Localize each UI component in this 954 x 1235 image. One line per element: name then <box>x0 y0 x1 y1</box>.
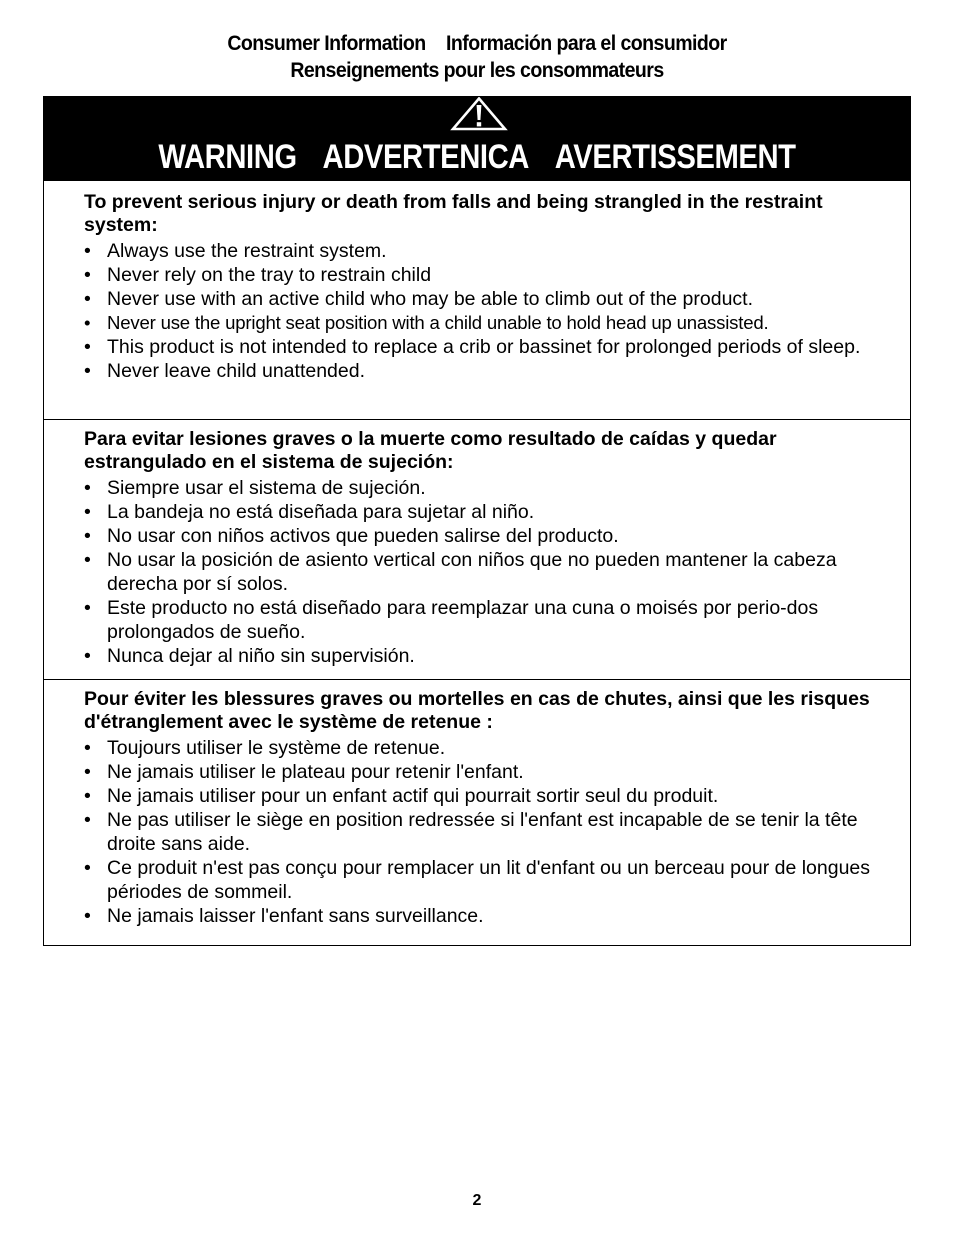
list-item-text: Nunca dejar al niño sin supervisión. <box>107 645 415 667</box>
bullet-icon: • <box>84 761 91 783</box>
list-item-text: Toujours utiliser le système de retenue. <box>107 737 446 759</box>
header-title-english: Consumer Information <box>227 32 426 55</box>
list-item-text: No usar con niños activos que pueden salirse del producto. <box>107 525 619 547</box>
list-item <box>84 904 880 928</box>
list-item <box>84 311 880 335</box>
list-item-text: Always use the restraint system. <box>107 240 387 262</box>
bullet-icon: • <box>84 240 91 262</box>
warning-banner <box>44 97 910 181</box>
list-item-text: La bandeja no está diseñada para sujetar al niño. <box>107 501 535 523</box>
list-item-text: Ne jamais laisser l'enfant sans surveillance. <box>107 905 484 927</box>
warning-triangle-icon <box>450 97 508 131</box>
list-item-text: Ce produit n'est pas conçu pour remplacer un lit d'enfant ou un berceau pour de longues périodes de sommeil. <box>107 857 871 903</box>
warning-word-french: AVERTISSEMENT <box>554 138 796 176</box>
section-heading: To prevent serious injury or death from falls and being strangled in the restraint system: <box>84 191 823 236</box>
warning-section-english <box>44 191 910 383</box>
page-header <box>33 30 920 84</box>
list-item <box>84 856 880 904</box>
warning-word-spanish: ADVERTENICA <box>322 138 529 176</box>
bullet-icon: • <box>84 336 91 358</box>
bullet-list <box>84 239 880 383</box>
header-title-french: Renseignements pour les consommateurs <box>290 59 664 82</box>
bullet-icon: • <box>84 809 91 831</box>
bullet-icon: • <box>84 477 91 499</box>
list-item <box>84 239 880 263</box>
list-item <box>84 476 880 500</box>
list-item <box>84 784 880 808</box>
list-item <box>84 287 880 311</box>
list-item-text: No usar la posición de asiento vertical con niños que no pueden mantener la cabeza derecha por sí solos. <box>107 549 837 595</box>
bullet-icon: • <box>84 785 91 807</box>
warning-box <box>43 96 911 946</box>
bullet-icon: • <box>84 360 91 382</box>
bullet-icon: • <box>84 312 91 333</box>
header-line-2 <box>33 57 920 84</box>
warning-word-english: WARNING <box>158 138 297 176</box>
list-item <box>84 500 880 524</box>
list-item-text: This product is not intended to replace a crib or bassinet for prolonged periods of sleep. <box>107 336 861 358</box>
list-item-text: Never use with an active child who may be able to climb out of the product. <box>107 288 754 310</box>
bullet-icon: • <box>84 737 91 759</box>
list-item <box>84 359 880 383</box>
header-title-spanish: Información para el consumidor <box>446 32 727 55</box>
bullet-icon: • <box>84 857 91 879</box>
bullet-icon: • <box>84 264 91 286</box>
list-item <box>84 736 880 760</box>
section-heading: Pour éviter les blessures graves ou mortelles en cas de chutes, ainsi que les risques d'étranglement avec le système de retenue : <box>84 688 870 733</box>
list-item <box>84 596 880 644</box>
bullet-icon: • <box>84 549 91 571</box>
warning-title <box>105 137 850 177</box>
bullet-icon: • <box>84 645 91 667</box>
page-number: 2 <box>472 1192 482 1209</box>
section-heading: Para evitar lesiones graves o la muerte como resultado de caídas y quedar estrangulado en el sistema de sujeción: <box>84 428 777 473</box>
warning-section-spanish <box>44 419 910 668</box>
bullet-list <box>84 476 880 668</box>
list-item <box>84 335 880 359</box>
list-item <box>84 760 880 784</box>
list-item <box>84 808 880 856</box>
bullet-icon: • <box>84 288 91 310</box>
list-item-text: Ne pas utiliser le siège en position redressée si l'enfant est incapable de se tenir la tête droite sans aide. <box>107 809 858 855</box>
bullet-list <box>84 736 880 928</box>
list-item-text: Siempre usar el sistema de sujeción. <box>107 477 426 499</box>
list-item-text: Never rely on the tray to restrain child <box>107 264 432 286</box>
list-item-text: Este producto no está diseñado para reemplazar una cuna o moisés por perio-dos prolongados de sueño. <box>107 597 819 643</box>
list-item <box>84 524 880 548</box>
bullet-icon: • <box>84 597 91 619</box>
bullet-icon: • <box>84 905 91 927</box>
list-item <box>84 548 880 596</box>
list-item <box>84 644 880 668</box>
list-item-text: Never use the upright seat position with a child unable to hold head up unassisted. <box>107 312 769 333</box>
list-item-text: Never leave child unattended. <box>107 360 366 382</box>
bullet-icon: • <box>84 501 91 523</box>
bullet-icon: • <box>84 525 91 547</box>
list-item-text: Ne jamais utiliser le plateau pour retenir l'enfant. <box>107 761 524 783</box>
list-item-text: Ne jamais utiliser pour un enfant actif qui pourrait sortir seul du produit. <box>107 785 719 807</box>
warning-section-french <box>44 679 910 928</box>
list-item <box>84 263 880 287</box>
header-line-1 <box>33 30 920 57</box>
